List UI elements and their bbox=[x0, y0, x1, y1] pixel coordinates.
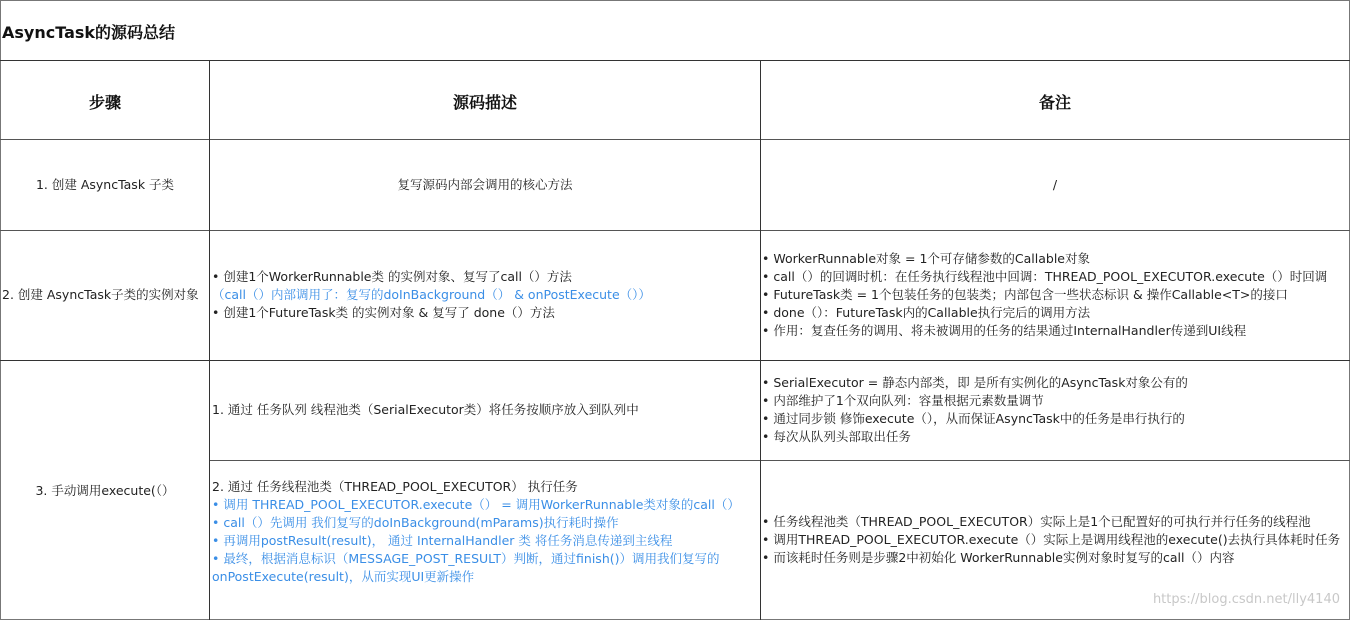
divider-header bbox=[0, 139, 1350, 140]
divider-row1 bbox=[0, 230, 1350, 231]
watermark: https://blog.csdn.net/lly4140 bbox=[1152, 592, 1340, 607]
row3-note-a bbox=[762, 374, 1188, 446]
divider-title bbox=[0, 60, 1350, 61]
row2-note-line: • WorkerRunnable对象 = 1个可存储参数的Callable对象 bbox=[762, 251, 1090, 266]
row2-desc bbox=[212, 268, 651, 322]
header-desc: 源码描述 bbox=[452, 93, 517, 112]
row3-step: 3. 手动调用execute(（） bbox=[35, 483, 175, 498]
row3-desc-b-line: • 调用 THREAD_POOL_EXECUTOR.execute（） = 调用WorkerRunnable类对象的call（） bbox=[212, 497, 740, 512]
row3-desc-a: 1. 通过 任务队列 线程池类（SerialExecutor类）将任务按顺序放入到队列中 bbox=[212, 402, 639, 417]
row2-desc-line: （call（）内部调用了：复写的doInBackground（） & onPostExecute（）） bbox=[212, 287, 651, 302]
row3-note-a-line: • 通过同步锁 修饰execute（），从而保证AsyncTask中的任务是串行执行的 bbox=[762, 411, 1185, 426]
col-divider-1 bbox=[209, 60, 210, 620]
row1-desc: 复写源码内部会调用的核心方法 bbox=[397, 177, 573, 192]
row3-note-a-line: • 内部维护了1个双向队列：容量根据元素数量调节 bbox=[762, 393, 1044, 408]
header-note: 备注 bbox=[1038, 93, 1071, 112]
row3-desc-b-line: • 最终，根据消息标识（MESSAGE_POST_RESULT）判断，通过finish()）调用我们复写的 bbox=[212, 551, 720, 566]
row2-desc-line: • 创建1个FutureTask类 的实例对象 & 复写了 done（）方法 bbox=[212, 305, 555, 320]
row1-note: / bbox=[1052, 177, 1058, 192]
row2-note-line: • 作用：复查任务的调用、将未被调用的任务的结果通过InternalHandler传递到UI线程 bbox=[762, 323, 1247, 338]
row3-desc-b bbox=[212, 478, 740, 586]
row3-desc-b-head: 2. 通过 任务线程池类（THREAD_POOL_EXECUTOR） 执行任务 bbox=[212, 479, 578, 494]
divider-row2 bbox=[0, 360, 1350, 361]
row3-note-b-line: • 调用THREAD_POOL_EXECUTOR.execute（）实际上是调用线程池的execute()去执行具体耗时任务 bbox=[762, 532, 1341, 547]
row3-desc-b-line: • 再调用postResult(result)， 通过 InternalHandler 类 将任务消息传递到主线程 bbox=[212, 533, 673, 548]
row3-note-b bbox=[762, 513, 1340, 567]
row3-desc-b-line: • call（）先调用 我们复写的doInBackground(mParams)执行耗时操作 bbox=[212, 515, 619, 530]
row2-desc-line: • 创建1个WorkerRunnable类 的实例对象、复写了call（）方法 bbox=[212, 269, 572, 284]
row2-note-line: • FutureTask类 = 1个包装任务的包装类；内部包含一些状态标识 & 操作Callable<T>的接口 bbox=[762, 287, 1288, 302]
row3-note-a-line: • SerialExecutor = 静态内部类，即 是所有实例化的AsyncTask对象公有的 bbox=[762, 375, 1188, 390]
divider-row3-sub bbox=[210, 460, 1350, 461]
row2-step: 2. 创建 AsyncTask子类的实例对象 bbox=[2, 287, 199, 302]
row2-note-line: • done（）：FutureTask内的Callable执行完后的调用方法 bbox=[762, 305, 1091, 320]
row3-note-b-line: • 任务线程池类（THREAD_POOL_EXECUTOR）实际上是1个已配置好的可执行并行任务的线程池 bbox=[762, 514, 1311, 529]
row3-note-a-line: • 每次从队列头部取出任务 bbox=[762, 429, 911, 444]
header-step: 步骤 bbox=[88, 93, 121, 112]
row3-desc-b-line: onPostExecute(result)，从而实现UI更新操作 bbox=[212, 569, 475, 584]
row2-note-line: • call（）的回调时机：在任务执行线程池中回调：THREAD_POOL_EXECUTOR.execute（）时回调 bbox=[762, 269, 1328, 284]
row3-note-b-line: • 而该耗时任务则是步骤2中初始化 WorkerRunnable实例对象时复写的call（）内容 bbox=[762, 550, 1235, 565]
col-divider-2 bbox=[760, 60, 761, 620]
row2-note bbox=[762, 250, 1327, 340]
page-title: AsyncTask的源码总结 bbox=[2, 23, 176, 42]
row1-step: 1. 创建 AsyncTask 子类 bbox=[35, 177, 175, 192]
